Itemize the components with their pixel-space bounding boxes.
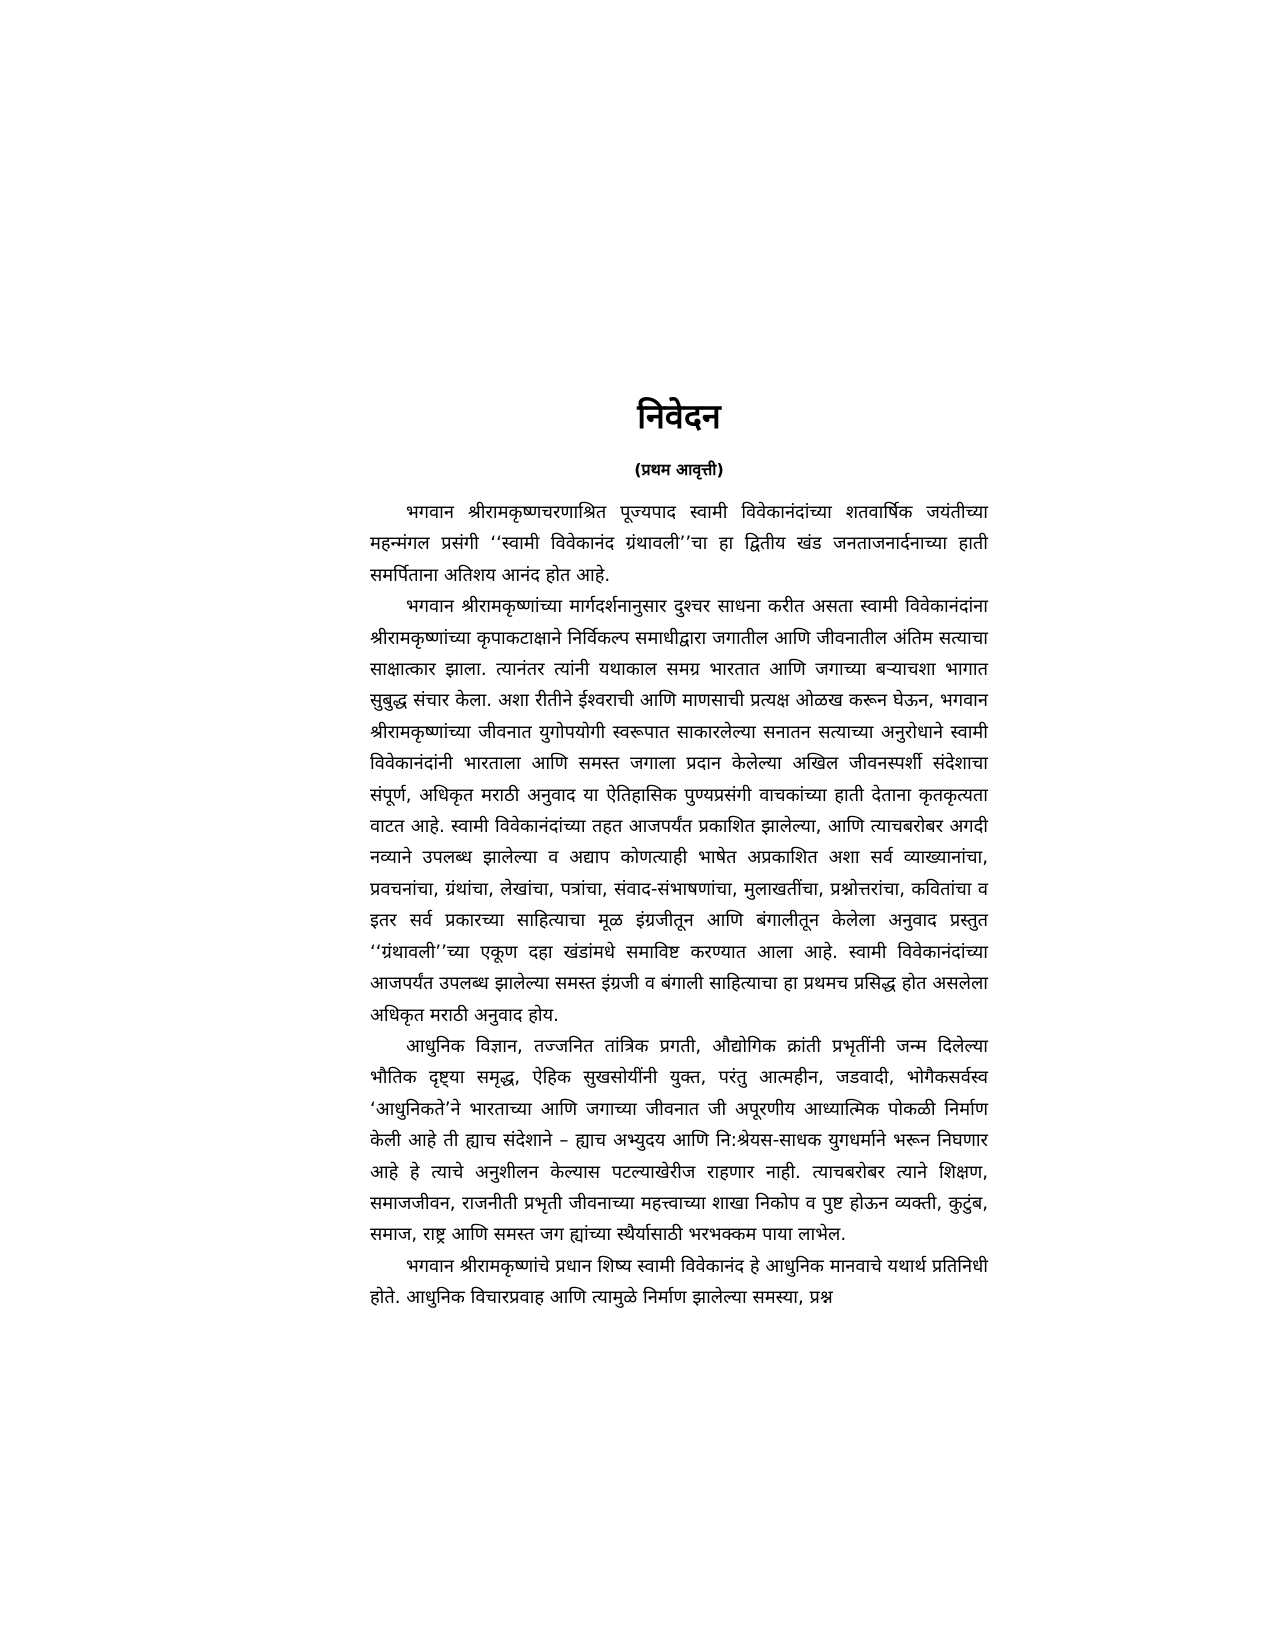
paragraph-3: आधुनिक विज्ञान, तज्जनित तांत्रिक प्रगती, औद्योगिक क्रांती प्रभृतींनी जन्म दिलेल्या भौतिक दृष्ट्या समृद्ध, ऐहिक सुखसोयींनी युक्त, परंतु आत्महीन, जडवादी, भोगैकसर्वस्व ‘आधुनिकते’ने भारताच्या आणि जगाच्या जीवनात जी अपूरणीय आध्यात्मिक पोकळी निर्माण केली आहे ती ह्याच संदेशाने – ह्याच अभ्युदय आणि नि:श्रेयस-साधक युगधर्माने भरून निघणार आहे हे त्याचे अनुशीलन केल्यास पटल्याखेरीज राहणार नाही. त्याचबरोबर त्याने शिक्षण, समाजजीवन, राजनीती प्रभृती जीवनाच्या महत्त्वाच्या शाखा निकोप व पुष्ट होऊन व्यक्ती, कुटुंब, समाज, राष्ट्र आणि समस्त जग ह्यांच्या स्थैर्यासाठी भरभक्कम पाया लाभेल. xyxy=(370,1035,988,1246)
page-title: निवेदन xyxy=(637,397,721,437)
document-page xyxy=(370,395,988,1314)
paragraph-2: भगवान श्रीरामकृष्णांच्या मार्गदर्शनानुसार दुश्चर साधना करीत असता स्वामी विवेकानंदांना श्रीरामकृष्णांच्या कृपाकटाक्षाने निर्विकल्प समाधीद्वारा जगातील आणि जीवनातील अंतिम सत्याचा साक्षात्कार झाला. त्यानंतर त्यांनी यथाकाल समग्र भारतात आणि जगाच्या बऱ्याचशा भागात सुबुद्ध संचार केला. अशा रीतीने ईश्वराची आणि माणसाची प्रत्यक्ष ओळख करून घेऊन, भगवान श्रीरामकृष्णांच्या जीवनात युगोपयोगी स्वरूपात साकारलेल्या सनातन सत्याच्या अनुरोधाने स्वामी विवेकानंदांनी भारताला आणि समस्त जगाला प्रदान केलेल्या अखिल जीवनस्पर्शी संदेशाचा संपूर्ण, अधिकृत मराठी अनुवाद या ऐतिहासिक पुण्यप्रसंगी वाचकांच्या हाती देताना कृतकृत्यता वाटत आहे. स्वामी विवेकानंदांच्या तहत आजपर्यंत प्रकाशित झालेल्या, आणि त्याचबरोबर अगदी नव्याने उपलब्ध झालेल्या व अद्याप कोणत्याही भाषेत अप्रकाशित अशा सर्व व्याख्यानांचा, प्रवचनांचा, ग्रंथांचा, लेखांचा, पत्रांचा, संवाद-संभाषणांचा, मुलाखतींचा, प्रश्नोत्तरांचा, कवितांचा व इतर सर्व प्रकारच्या साहित्याचा मूळ इंग्रजीतून आणि बंगालीतून केलेला अनुवाद प्रस्तुत ‘‘ग्रंथावली’’च्या एकूण दहा खंडांमधे समाविष्ट करण्यात आला आहे. स्वामी विवेकानंदांच्या आजपर्यंत उपलब्ध झालेल्या समस्त इंग्रजी व बंगाली साहित्याचा हा प्रथमच प्रसिद्ध होत असलेला अधिकृत मराठी अनुवाद होय. xyxy=(370,596,988,1026)
paragraph-4: भगवान श्रीरामकृष्णांचे प्रधान शिष्य स्वामी विवेकानंद हे आधुनिक मानवाचे यथार्थ प्रतिनिधी होते. आधुनिक विचारप्रवाह आणि त्यामुळे निर्माण झालेल्या समस्या, प्रश्न xyxy=(370,1255,988,1309)
paragraph-1: भगवान श्रीरामकृष्णचरणाश्रित पूज्यपाद स्वामी विवेकानंदांच्या शतवार्षिक जयंतीच्या महन्मंगल प्रसंगी ‘‘स्वामी विवेकानंद ग्रंथावली’’चा हा द्वितीय खंड जनताजनार्दनाच्या हाती समर्पिताना अतिशय आनंद होत आहे. xyxy=(370,502,988,586)
page-subtitle: (प्रथम आवृत्ती) xyxy=(634,460,724,479)
